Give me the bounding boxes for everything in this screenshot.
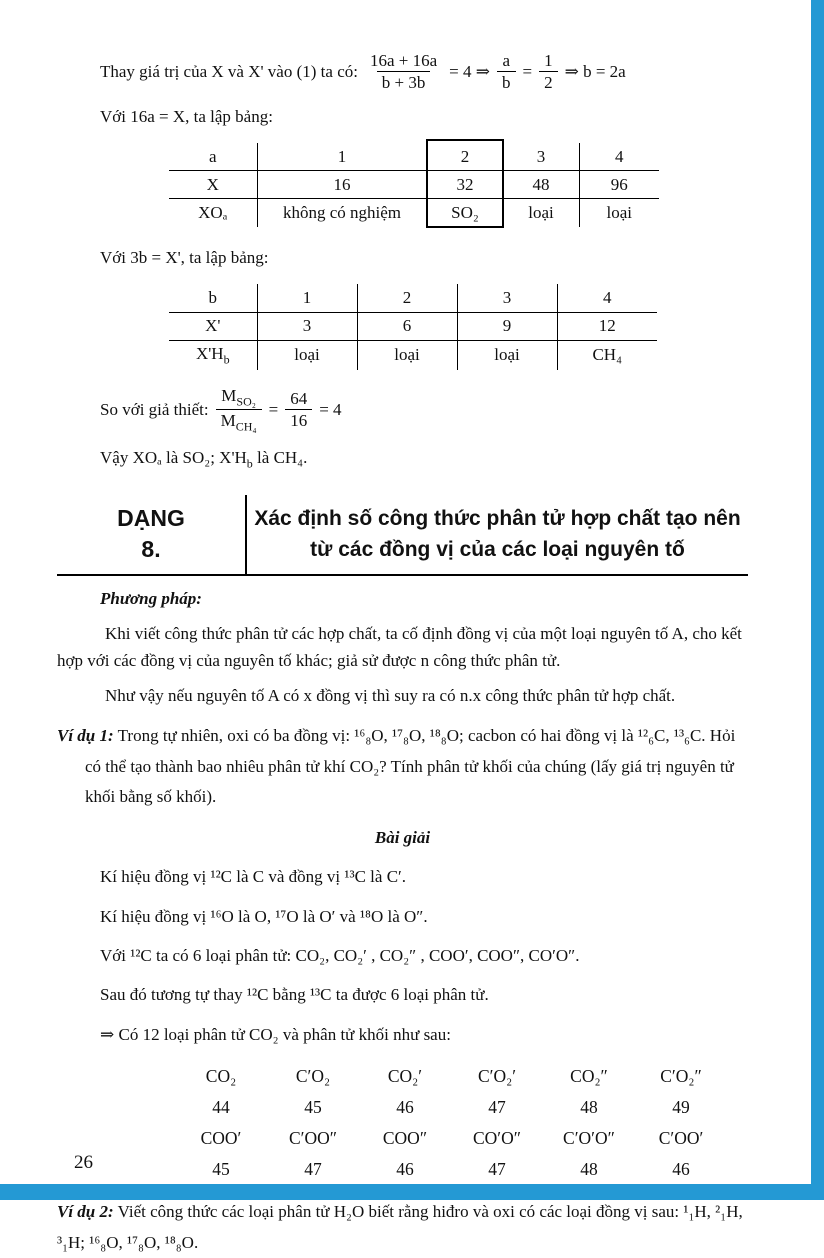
equals-sign: = [522,61,533,81]
solution-line: ⇒ Có 12 loại phân tử CO₂ và phân tử khối như sau: [100,1024,451,1044]
table2-caption: Với 3b = X', ta lập bảng: [100,247,269,267]
table-row: a 1 2 3 4 [169,143,659,171]
equation-suffix: ⇒ b = 2a [564,61,626,81]
table-row: XOₐ không có nghiệm SO₂ loại loại [169,199,659,227]
fraction-1-2: $\frac{1}{2}$ [539,50,558,94]
example1-label: Ví dụ 1: [57,726,114,746]
table-row: b 1 2 3 4 [169,284,657,312]
table1-caption: Với 16a = X, ta lập bảng: [100,106,273,126]
dang-label: DẠNG [117,505,185,532]
fraction-a-b: $\frac{a}{b}$ [497,50,516,94]
section-title: Xác định số công thức phân tử hợp chất tạo nên từ các đồng vị của các loại nguyên tố [254,506,741,562]
example2-label: Ví dụ 2: [57,1202,114,1222]
right-accent-bar [811,0,824,1200]
isotope-table-1 [169,143,659,227]
equals-sign: = [268,399,279,419]
example1: Ví dụ 1: Trong tự nhiên, oxi có ba đồng vị: ¹⁶₈O, ¹⁷₈O, ¹⁸₈O; cacbon có hai đồng vị là ¹²₆C, ¹³₆C. Hỏi có thể tạo thành bao nhiêu phân tử khí CO₂? Tính phân tử khối của chúng (lấy giá trị nguyên tử khối bằng số khối). [57,726,736,807]
molecule-table [175,1061,727,1185]
method-heading: Phương pháp: [100,588,202,608]
equation-mid: = 4 ⇒ [449,61,490,81]
solution-line: Kí hiệu đồng vị ¹²C là C và đồng vị ¹³C là C′. [100,867,407,887]
equation-prefix: Thay giá trị của X và X' vào (1) ta có: [100,61,358,81]
fraction-64-16: $\frac{64}{16}$ [285,388,312,432]
method-paragraph: Như vậy nếu nguyên tố A có x đồng vị thì suy ra có n.x công thức phân tử hợp chất. [105,685,676,705]
bottom-accent-bar [0,1184,824,1200]
fraction-mso2-mch4: $\frac{M_{SO_2}}{M_{CH_4}}$ [216,385,262,435]
solution-line: Sau đó tương tự thay ¹²C bằng ¹³C ta được 6 loại phân tử. [100,985,489,1005]
check-equation [57,385,748,435]
dang-label-block [57,495,245,574]
fraction-numerator: 16a + 16a [369,51,438,70]
example2: Ví dụ 2: Viết công thức các loại phân tử H₂O biết rằng hiđro và oxi có các loại đồng vị sau: ¹₁H, ²₁H, ³₁H; ¹⁶₈O, ¹⁷₈O, ¹⁸₈O. [57,1202,743,1252]
check-prefix: So với giả thiết: [100,399,209,419]
dang-number: 8. [141,536,161,563]
solution-heading: Bài giải [374,828,431,847]
fraction-denominator: b + 3b [377,71,431,93]
molecule-row: CO₂ C′O₂ CO₂′ C′O₂′ CO₂″ C′O₂″ [205,1066,702,1087]
table-row: X' 3 6 9 12 [169,312,657,340]
solution-line: Với ¹²C ta có 6 loại phân tử: CO₂, CO₂′ , CO₂″ , COO′, COO″, CO′O″. [100,946,580,966]
isotope-table-2-wrap [169,284,657,370]
isotope-table-2 [169,284,657,370]
equation-line [57,50,748,94]
table-row: X 16 32 48 96 [169,171,659,199]
dang-section-header [57,495,748,576]
isotope-table-1-wrap [169,143,659,227]
mass-row: 45 47 46 47 48 46 [212,1159,690,1180]
method-paragraph: Khi viết công thức phân tử các hợp chất, ta cố định đồng vị của một loại nguyên tố A, cho kết hợp với các đồng vị của nguyên tố khác; giả sử được n công thức phân tử. [57,624,742,670]
solution-line: Kí hiệu đồng vị ¹⁶O là O, ¹⁷O là O′ và ¹⁸O là O″. [100,906,428,926]
table-row: $X'H_b$ loại loại loại CH₄ [169,340,657,370]
conclusion-text: Vậy XOₐ là SO₂; $X'H_b$ là CH₄. [100,447,308,471]
page-number: 26 [74,1152,93,1173]
mass-row: 44 45 46 47 48 49 [212,1097,690,1118]
molecule-row: COO′ C′OO″ COO″ CO′O″ C′O′O″ C′OO′ [200,1128,704,1149]
check-result: = 4 [319,399,342,419]
fraction-16a [365,50,442,94]
